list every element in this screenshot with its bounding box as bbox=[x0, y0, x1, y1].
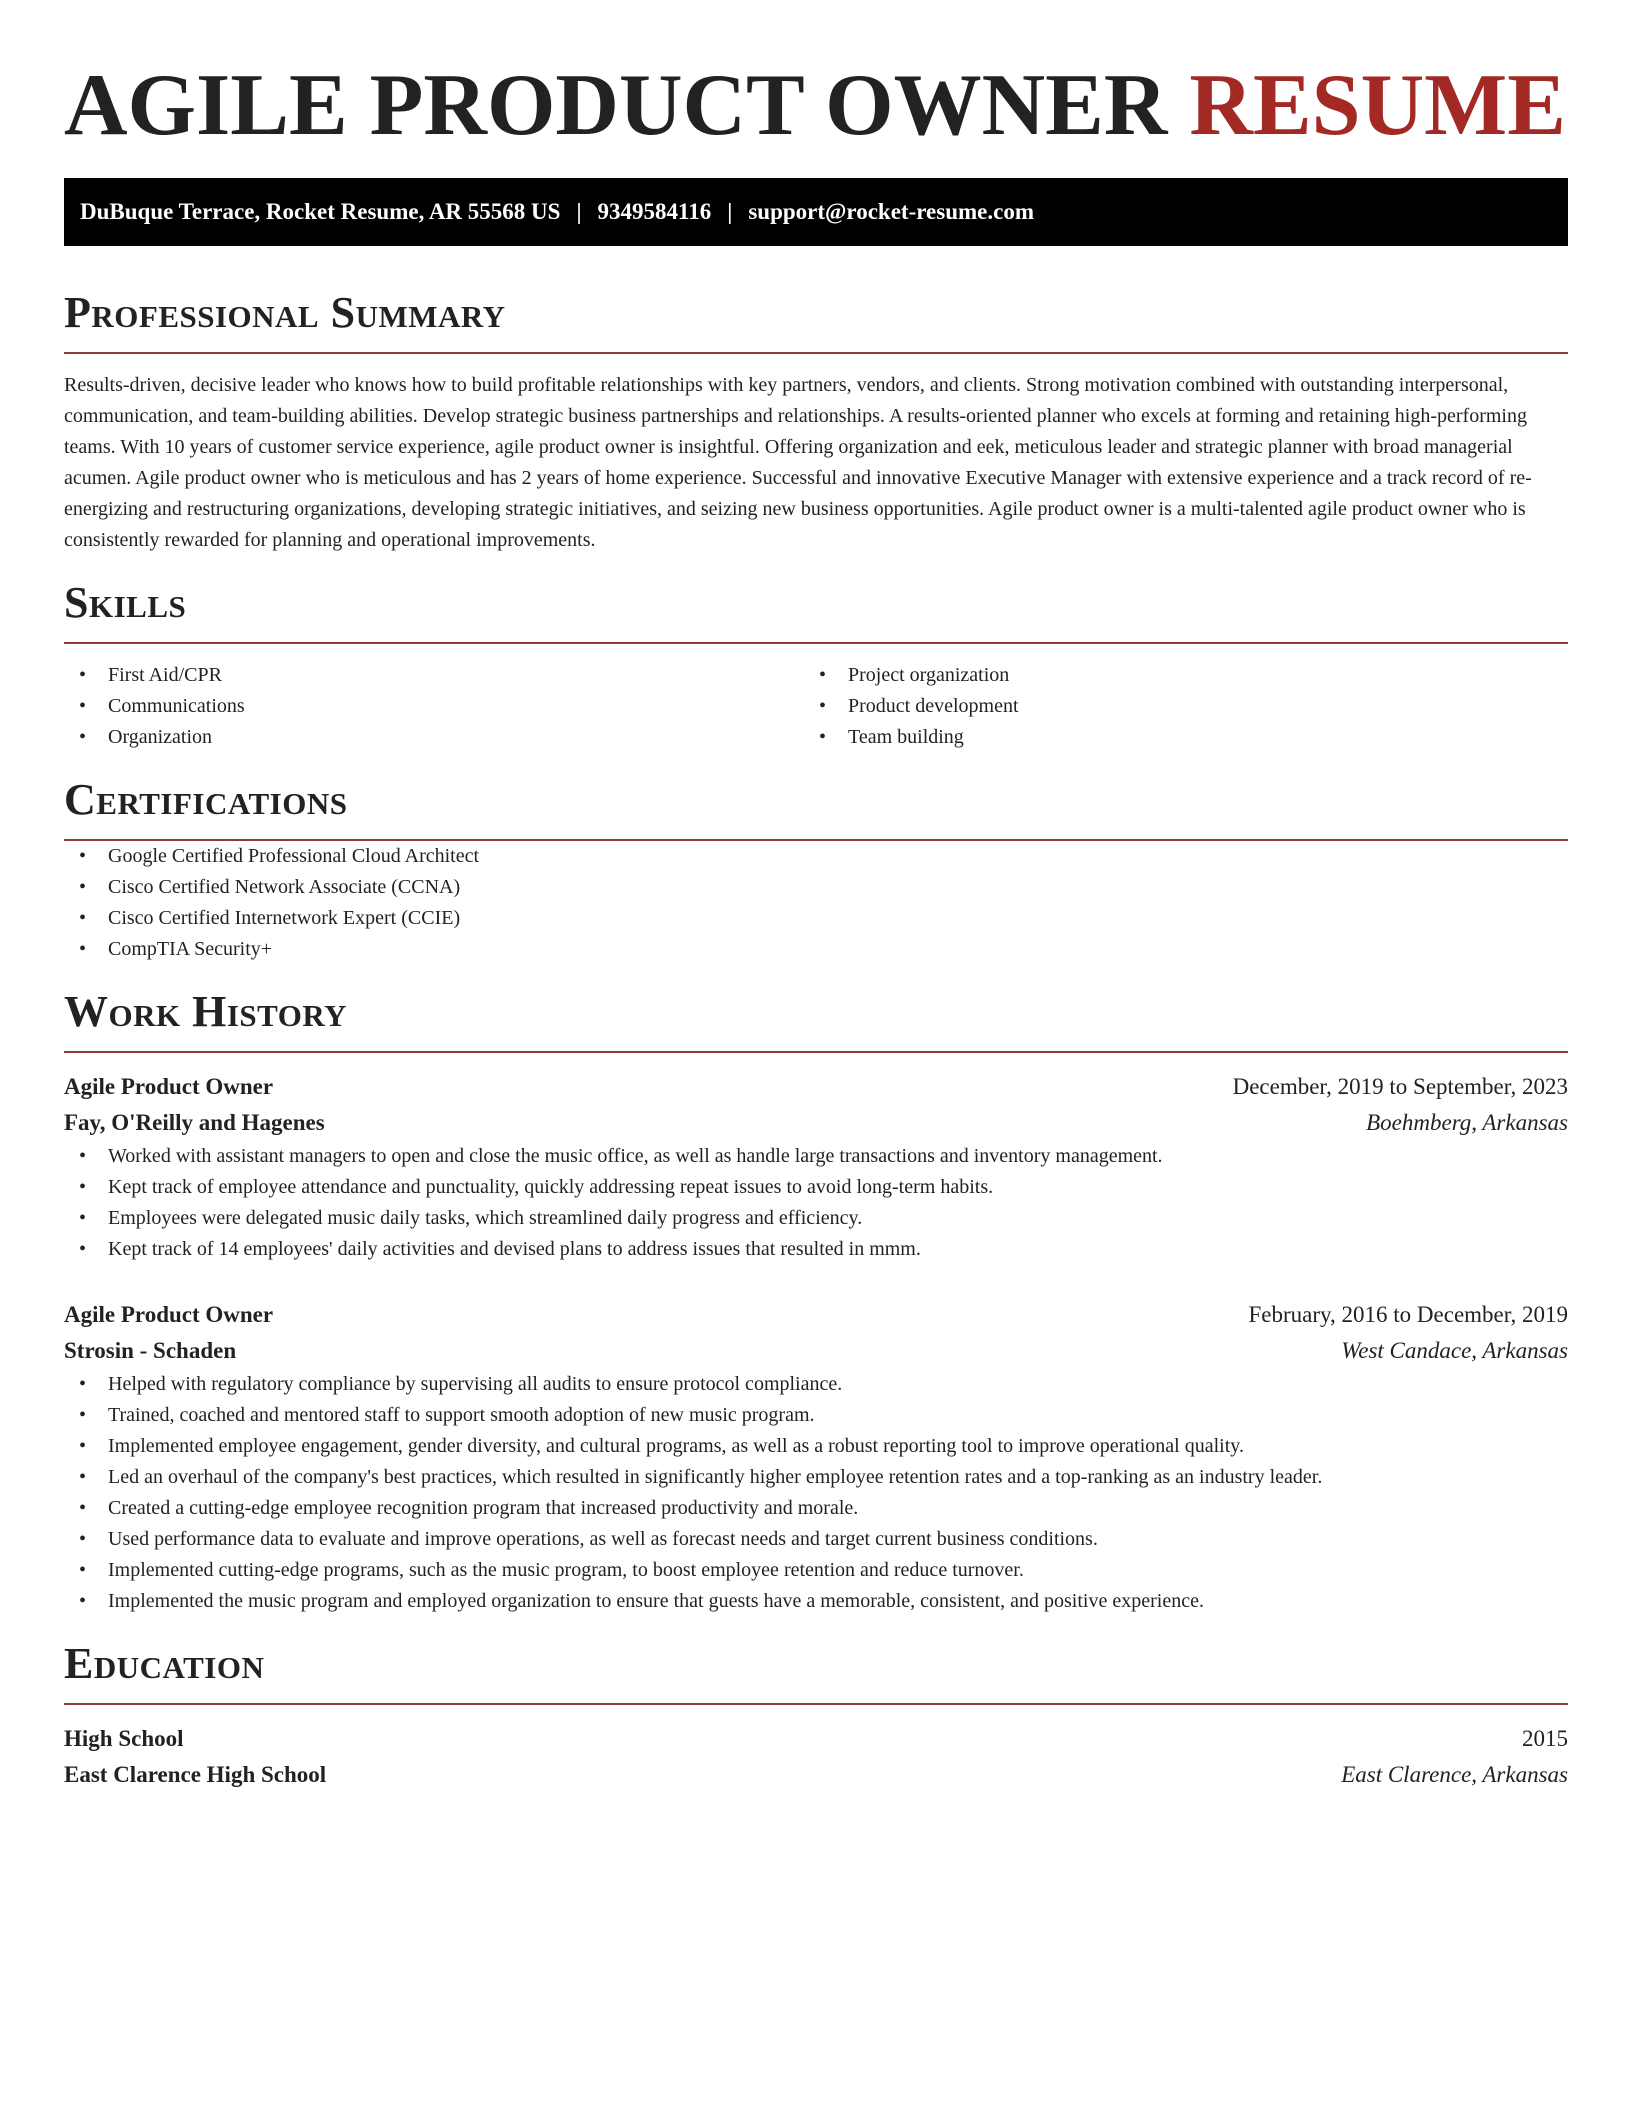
education-subheader bbox=[64, 1757, 1568, 1793]
contact-separator: | bbox=[576, 199, 582, 224]
certification-item: • Cisco Certified Network Associate (CCNA) bbox=[64, 872, 1568, 903]
job-duty: • Used performance data to evaluate and improve operations, as well as forecast needs and target current business conditions. bbox=[64, 1524, 1568, 1555]
education-location: East Clarence, Arkansas bbox=[1341, 1762, 1568, 1787]
contact-address: DuBuque Terrace, Rocket Resume, AR 55568 US bbox=[80, 199, 561, 224]
summary-heading: Professional Summary bbox=[64, 288, 506, 337]
job-duty: • Kept track of employee attendance and punctuality, quickly addressing repeat issues to avoid long-term habits. bbox=[64, 1172, 1568, 1203]
job-header bbox=[64, 1297, 1568, 1333]
section-divider bbox=[64, 642, 1568, 644]
skills-section bbox=[64, 578, 1568, 753]
job-duty: • Trained, coached and mentored staff to support smooth adoption of new music program. bbox=[64, 1400, 1568, 1431]
title-accent: RESUME bbox=[1189, 57, 1566, 154]
job-header bbox=[64, 1069, 1568, 1105]
skills-heading: Skills bbox=[64, 578, 187, 627]
education-section bbox=[64, 1639, 1568, 1793]
job-duties-list bbox=[64, 1141, 1568, 1265]
job-title: Agile Product Owner bbox=[64, 1074, 274, 1099]
job-duty: • Implemented cutting-edge programs, such as the music program, to boost employee retention and reduce turnover. bbox=[64, 1555, 1568, 1586]
education-header bbox=[64, 1721, 1568, 1757]
skill-item: • Organization bbox=[64, 722, 804, 753]
job-duty: • Employees were delegated music daily tasks, which streamlined daily progress and efficiency. bbox=[64, 1203, 1568, 1234]
contact-email: support@rocket-resume.com bbox=[748, 199, 1034, 224]
job-duty: • Created a cutting-edge employee recognition program that increased productivity and morale. bbox=[64, 1493, 1568, 1524]
skills-grid bbox=[64, 660, 1568, 753]
certification-item: • Google Certified Professional Cloud Architect bbox=[64, 841, 1568, 872]
contact-phone: 9349584116 bbox=[597, 199, 712, 224]
contact-separator: | bbox=[727, 199, 733, 224]
section-divider bbox=[64, 1703, 1568, 1705]
skill-item: • Project organization bbox=[804, 660, 1544, 691]
job-entry bbox=[64, 1069, 1568, 1265]
education-year: 2015 bbox=[1522, 1726, 1568, 1751]
certifications-section bbox=[64, 775, 1568, 965]
section-divider bbox=[64, 1051, 1568, 1053]
resume-page bbox=[64, 0, 1568, 1793]
job-duty: • Led an overhaul of the company's best practices, which resulted in significantly higher employee retention rates and a top-ranking as an industry leader. bbox=[64, 1462, 1568, 1493]
contact-bar bbox=[64, 178, 1568, 246]
education-entry bbox=[64, 1721, 1568, 1793]
certifications-heading: Certifications bbox=[64, 775, 348, 824]
job-duty: • Implemented employee engagement, gender diversity, and cultural programs, as well as a robust reporting tool to improve operational quality. bbox=[64, 1431, 1568, 1462]
education-degree: High School bbox=[64, 1726, 184, 1751]
job-company: Fay, O'Reilly and Hagenes bbox=[64, 1110, 325, 1135]
skill-item: • Product development bbox=[804, 691, 1544, 722]
job-duty: • Implemented the music program and employed organization to ensure that guests have a memorable, consistent, and positive experience. bbox=[64, 1586, 1568, 1617]
certification-item: • Cisco Certified Internetwork Expert (CCIE) bbox=[64, 903, 1568, 934]
summary-text: Results-driven, decisive leader who knows how to build profitable relationships with key partners, vendors, and clients. Strong motivation combined with outstanding interpersonal, communication, and team-building abilities. Develop strategic business partnerships and relationships. A results-oriented planner who excels at forming and retaining high-performing teams. With 10 years of customer service experience, agile product owner is insightful. Offering organization and eek, meticulous leader and strategic planner with broad managerial acumen. Agile product owner who is meticulous and has 2 years of home experience. Successful and innovative Executive Manager with extensive experience and a track record of re-energizing and restructuring organizations, developing strategic initiatives, and seizing new business opportunities. Agile product owner is a multi-talented agile product owner who is consistently rewarded for planning and operational improvements. bbox=[64, 374, 1532, 551]
resume-title bbox=[64, 56, 1568, 156]
job-duty: • Kept track of 14 employees' daily activities and devised plans to address issues that resulted in mmm. bbox=[64, 1234, 1568, 1265]
skills-list-left bbox=[64, 660, 804, 753]
job-dates: December, 2019 to September, 2023 bbox=[1232, 1074, 1568, 1099]
job-location: Boehmberg, Arkansas bbox=[1366, 1110, 1568, 1135]
job-subheader bbox=[64, 1105, 1568, 1141]
skills-list-right bbox=[804, 660, 1544, 753]
job-duties-list bbox=[64, 1369, 1568, 1617]
title-main: AGILE PRODUCT OWNER bbox=[64, 57, 1168, 154]
job-dates: February, 2016 to December, 2019 bbox=[1248, 1302, 1568, 1327]
job-duty: • Helped with regulatory compliance by supervising all audits to ensure protocol compliance. bbox=[64, 1369, 1568, 1400]
certifications-list bbox=[64, 841, 1568, 965]
work-history-heading: Work History bbox=[64, 987, 348, 1036]
section-divider bbox=[64, 352, 1568, 354]
job-duty: • Worked with assistant managers to open and close the music office, as well as handle large transactions and inventory management. bbox=[64, 1141, 1568, 1172]
work-history-section bbox=[64, 987, 1568, 1617]
skill-item: • Communications bbox=[64, 691, 804, 722]
job-entry bbox=[64, 1297, 1568, 1617]
job-title: Agile Product Owner bbox=[64, 1302, 274, 1327]
job-company: Strosin - Schaden bbox=[64, 1338, 237, 1363]
certification-item: • CompTIA Security+ bbox=[64, 934, 1568, 965]
skill-item: • Team building bbox=[804, 722, 1544, 753]
education-heading: Education bbox=[64, 1639, 265, 1688]
skill-item: • First Aid/CPR bbox=[64, 660, 804, 691]
job-subheader bbox=[64, 1333, 1568, 1369]
education-school: East Clarence High School bbox=[64, 1762, 327, 1787]
job-location: West Candace, Arkansas bbox=[1341, 1338, 1568, 1363]
summary-section bbox=[64, 288, 1568, 556]
